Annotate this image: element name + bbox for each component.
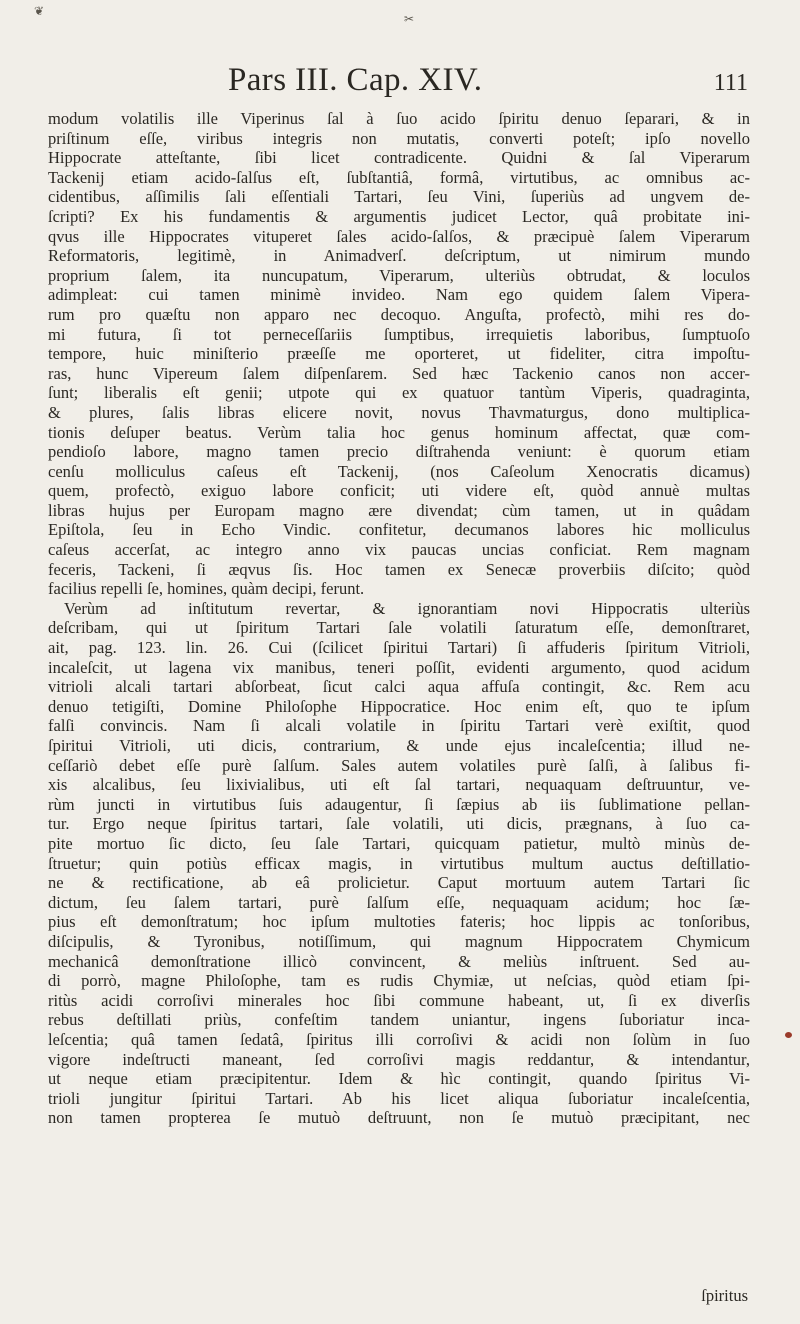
text-line: qvus ille Hippocrates vituperet ſales acido-ſalſos, & præcipuè ſalem Viperarum [48, 226, 750, 246]
text-line: tempore, huic miniſterio præeſſe me oporteret, ut fideliter, citra impoſtu- [48, 344, 750, 364]
text-line: incaleſcit, ut lagena vix manibus, teneri poſſit, evidenti argumento, quod acidum [48, 657, 750, 677]
fleuron-mark: ❦ [34, 4, 45, 18]
text-line: feceris, Tackeni, ſi æqvus ſis. Hoc tamen ex Senecæ proverbiis diſcito; quòd [48, 559, 750, 579]
text-line: dictum, ſeu ſalem tartari, purè ſalſum eſſe, nequaquam acidum; hoc ſæ- [48, 892, 750, 912]
text-line: leſcentia; quâ tamen ſedatâ, ſpiritus illi corroſivi & acidi non ſolùm in ſuo [48, 1029, 750, 1049]
text-line: trioli jungitur ſpiritui Tartari. Ab his licet aliqua ſuboriatur incaleſcentia, [48, 1088, 750, 1108]
text-line: Epiſtola, ſeu in Echo Vindic. confitetur, decumanos labores hic molliculus [48, 520, 750, 540]
text-line: quem, profectò, exiguo labore conficit; uti videre eſt, quòd annuè multas [48, 481, 750, 501]
text-line: modum volatilis ille Viperinus ſal à ſuo acido ſpiritu denuo ſeparari, & in [48, 109, 750, 128]
text-line: tur. Ergo neque ſpiritus tartari, ſale volatili, uti dicis, prægnans, à ſuo ca- [48, 814, 750, 834]
text-line: rum pro quæſtu non apparo nec decoquo. Anguſta, profectò, mihi res do- [48, 304, 750, 324]
text-line: pite mortuo ſic dicto, ſeu ſale Tartari, quicquam patietur, multò minùs de- [48, 833, 750, 853]
text-line: ſcripti? Ex his fundamentis & argumentis judicet Lector, quâ probitate ini- [48, 206, 750, 226]
running-head [0, 62, 800, 102]
text-line: vitrioli alcali tartari abſorbeat, ſicut calci aqua affuſa contingit, &c. Rem acu [48, 677, 750, 697]
text-line: non tamen propterea ſe mutuò deſtruunt, non ſe mutuò præcipitant, nec [48, 1108, 750, 1128]
text-line: & plures, ſalis libras elicere novit, novus Thavmaturgus, dono multiplica- [48, 402, 750, 422]
text-line: cidentibus, aſſimilis ſali eſſentiali Tartari, ſeu Vini, ſuperiùs ad ungvem de- [48, 187, 750, 207]
text-line: ſpiritui Vitrioli, uti dicis, contrarium, & unde ejus incaleſcentia; illud ne- [48, 736, 750, 755]
text-line: Hippocrate atteſtante, ſibi licet contradicente. Quidni & ſal Viperarum [48, 148, 750, 168]
text-line: cenſu molliculus caſeus eſt Tackenij, (nos Caſeolum Xenocratis dicamus) [48, 461, 750, 481]
text-line: tionis deſuper beatus. Verùm talia hoc genus hominum affectat, quæ com- [48, 422, 750, 442]
body-text [48, 109, 750, 1128]
page-number: 111 [713, 70, 748, 96]
text-line: Tackenij etiam acido-ſalſus eſt, ſubſtantiâ, formâ, virtutibus, ac omnibus ac- [48, 167, 750, 187]
text-line: diſcipulis, & Tyronibus, notiſſimum, qui magnum Hippocratem Chymicum [48, 931, 750, 951]
text-line: mi futura, ſi tot perneceſſariis ſumptibus, irrequietis laboribus, ſumptuoſo [48, 324, 750, 344]
text-line: rùm juncti in virtutibus ſuis adaugentur, ſi ſæpius ab iis ſublimatione pellan- [48, 794, 750, 814]
text-line: ras, hunc Vipereum ſalem diſpenſarem. Sed hæc Tackenio canos non accer- [48, 363, 750, 383]
text-line: pius eſt demonſtratum; hoc ipſum multoties fateris; hoc lippis ac tonſoribus, [48, 912, 750, 932]
text-line: mechanicâ demonſtratione illicò convincent, & meliùs inſtruent. Sed au- [48, 951, 750, 971]
text-line: proprium ſalem, ita nuncupatum, Viperarum, ulteriùs obtrudat, & loculos [48, 265, 750, 285]
text-line: ſtruetur; quin potiùs efficax magis, in virtutibus multum auctus deſtillatio- [48, 853, 750, 873]
text-line: pendioſo labore, magno tamen precio diſtrahenda veniunt: è quorum etiam [48, 442, 750, 462]
text-line: ritùs acidi corroſivi minerales hoc ſibi commune habeant, ut, ſi ex diverſis [48, 990, 750, 1010]
text-line: di porrò, magne Philoſophe, tam es rudis Chymiæ, ut neſcias, quòd etiam ſpi- [48, 971, 750, 991]
text-line: deſcribam, qui ut ſpiritum Tartari ſale volatili ſaturatum eſſe, demonſtraret, [48, 618, 750, 638]
running-title: Pars III. Cap. XIV. [228, 62, 483, 98]
text-line: xis alcalibus, ſeu lixivialibus, uti eſt ſal tartari, nequaquam deſtruuntur, ve- [48, 775, 750, 795]
text-line: facilius repelli ſe, homines, quàm decipi, ferunt. [48, 579, 365, 599]
text-line: libras hujus per Europam magno ære divendat; cùm tamen, ut in quâdam [48, 500, 750, 520]
text-line: denuo tetigiſti, Domine Philoſophe Hippocratice. Hoc enim eſt, quo te ipſum [48, 696, 750, 716]
text-line: ut neque etiam præcipitentur. Idem & hìc contingit, quando ſpiritus Vi- [48, 1069, 750, 1089]
ink-spot [785, 1032, 792, 1038]
text-line: rebus deſtillati priùs, confeſtim tandem uniantur, ingens ſuboriatur inca- [48, 1010, 750, 1030]
text-line: ait, pag. 123. lin. 26. Cui (ſcilicet ſpiritui Tartari) ſi affuderis ſpiritum Vitrioli, [48, 638, 750, 658]
text-line: Verùm ad inſtitutum revertar, & ignorantiam novi Hippocratis ulteriùs [64, 598, 750, 618]
catchword: ſpiritus [701, 1286, 748, 1305]
text-line: caſeus accerſat, ac integro anno vix paucas uncias conficiat. Rem magnam [48, 540, 750, 560]
trim-mark: ✂ [404, 12, 415, 26]
text-line: priſtinum eſſe, viribus integris non mutatis, converti poteſt; ipſo novello [48, 128, 750, 148]
text-line: ne & rectificatione, ab eâ prolicietur. Caput mortuum autem Tartari ſic [48, 873, 750, 893]
text-line: ceſſariò debet eſſe purè ſalſum. Sales autem volatiles purè ſalſi, à ſalibus fi- [48, 755, 750, 775]
text-line: adimpleat: cui tamen minimè invideo. Nam ego quidem ſalem Vipera- [48, 285, 750, 305]
text-line: Reformatoris, legitimè, in Animadverſ. deſcriptum, ut nimirum mundo [48, 246, 750, 266]
text-line: ſunt; liberalis eſt genii; utpote qui ex quatuor tantùm Viperis, quadraginta, [48, 383, 750, 403]
text-line: vigore indeſtructi maneant, ſed corroſivi magis reddantur, & intendantur, [48, 1049, 750, 1069]
text-line: falſi convincis. Nam ſi alcali volatile in ſpiritu Tartari verè exiſtit, quod [48, 716, 750, 736]
